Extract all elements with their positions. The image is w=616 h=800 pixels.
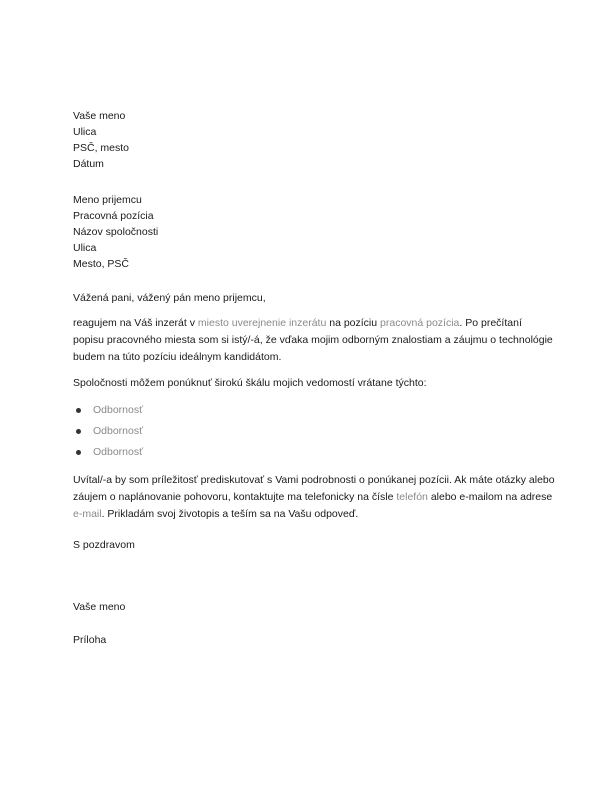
placeholder-ad-location: miesto uverejnenie inzerátu xyxy=(197,317,327,329)
recipient-street: Ulica xyxy=(73,242,97,254)
skill-placeholder: Odbornosť xyxy=(93,446,144,458)
closing-text-3: . Prikladám svoj životopis a teším sa na Vašu odpoveď. xyxy=(101,508,359,520)
skill-placeholder: Odbornosť xyxy=(93,425,144,437)
placeholder-phone: telefón xyxy=(396,491,428,503)
placeholder-position: pracovná pozícia xyxy=(380,317,460,329)
bullet-icon xyxy=(76,429,81,434)
letter-date: Dátum xyxy=(73,158,104,170)
intro-text-3: . Po prečítaní popisu pracovného miesta som si istý/-á, že vďaka mojim odborným znalostiam a záujmu o technológie budem na túto pozíciu ideálnym kandidátom. xyxy=(73,317,553,363)
recipient-address xyxy=(73,192,158,272)
intro-paragraph xyxy=(73,315,553,366)
recipient-company: Názov spoločnosti xyxy=(73,226,159,238)
list-item xyxy=(73,442,143,463)
attachment-label: Príloha xyxy=(73,634,107,646)
recipient-position: Pracovná pozícia xyxy=(73,210,154,222)
list-item xyxy=(73,400,143,421)
sender-address xyxy=(73,108,129,172)
bullet-icon xyxy=(76,408,81,413)
recipient-city: Mesto, PSČ xyxy=(73,258,130,270)
salutation: Vážená pani, vážený pán meno prijemcu, xyxy=(73,292,266,304)
sender-street: Ulica xyxy=(73,126,97,138)
closing-text-2: alebo e-mailom na adrese xyxy=(427,491,553,503)
bullet-icon xyxy=(76,450,81,455)
skills-list xyxy=(73,400,143,463)
placeholder-email: e-mail xyxy=(73,508,102,520)
recipient-name: Meno prijemcu xyxy=(73,194,142,206)
intro-text-2: na pozíciu xyxy=(326,317,381,329)
skill-placeholder: Odbornosť xyxy=(93,404,144,416)
closing-text-1: Uvítal/-a by som príležitosť prediskutovať s Vami podrobnosti o ponúkanej pozícii. Ak máte otázky alebo záujem o naplánovanie pohovoru, kontaktujte ma telefonicky na čísle xyxy=(73,474,555,503)
signoff: S pozdravom xyxy=(73,539,135,551)
intro-text-1: reagujem na Váš inzerát v xyxy=(73,317,198,329)
sender-name: Vaše meno xyxy=(73,110,126,122)
closing-paragraph xyxy=(73,472,559,523)
skills-intro: Spoločnosti môžem ponúknuť širokú škálu mojich vedomostí vrátane týchto: xyxy=(73,377,427,389)
signature-name: Vaše meno xyxy=(73,601,126,613)
sender-city: PSČ, mesto xyxy=(73,142,130,154)
list-item xyxy=(73,421,143,442)
